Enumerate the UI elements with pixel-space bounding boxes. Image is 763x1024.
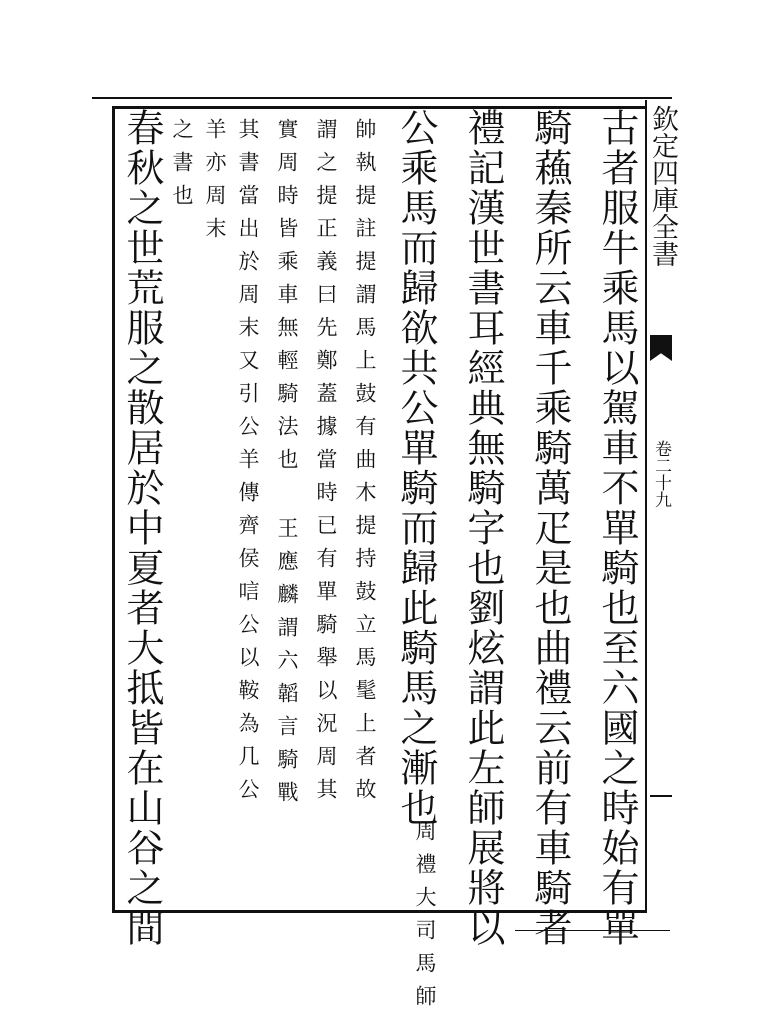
commentary-column: 羊亦周末 — [203, 118, 227, 250]
commentary-column: 實周時皆乘車無輕騎法也 王應麟謂六韜言騎戰 — [275, 118, 299, 814]
text-column: 春秋之世荒服之散居於中夏者大抵皆在山谷之間 — [120, 108, 164, 948]
commentary-column: 之書也 — [170, 118, 194, 217]
commentary-column: 謂之提正義曰先鄭蓋據當時已有單騎舉以況周其 — [314, 118, 338, 811]
left-border — [112, 106, 115, 912]
commentary-column: 帥執提註提謂馬上鼓有曲木提持鼓立馬髦上者故 — [353, 118, 377, 811]
book-title-box — [645, 100, 677, 325]
text-column: 騎蘓秦所云車千乘騎萬疋是也曲禮云前有車騎者 — [528, 108, 572, 948]
commentary-column: 周禮大司馬師 — [413, 820, 437, 1018]
commentary-column: 其書當出於周末又引公羊傳齊侯唁公以鞍為几公 — [236, 118, 260, 811]
book-title: 欽定四庫全書 — [647, 105, 678, 267]
volume-label: 卷二十九 — [651, 440, 671, 508]
top-outer-border — [92, 97, 672, 99]
text-column: 禮記漢世書耳經典無騎字也劉炫謂此左師展將以 — [461, 108, 505, 948]
text-column: 公乘馬而歸欲共公單騎而歸此騎馬之漸也 — [394, 108, 438, 828]
margin-divider — [650, 795, 672, 797]
text-column: 古者服牛乘馬以駕車不單騎也至六國之時始有單 — [595, 108, 639, 948]
fish-tail-mark — [650, 335, 672, 361]
